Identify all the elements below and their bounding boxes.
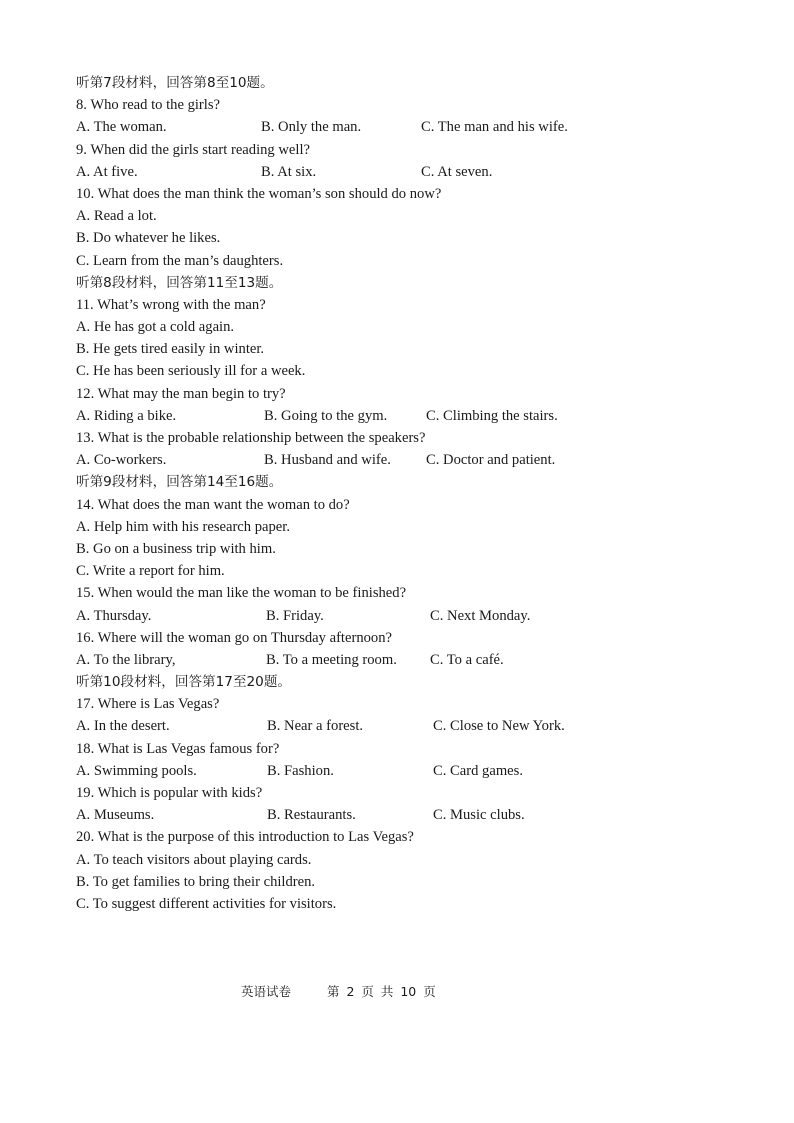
option-18b: B. Fashion. <box>267 762 334 779</box>
option-19a: A. Museums. <box>76 807 155 824</box>
option-13a: A. Co-workers. <box>76 452 167 469</box>
options-16 <box>76 649 776 671</box>
exam-page-content <box>76 72 776 915</box>
option-19b: B. Restaurants. <box>267 807 356 824</box>
option-11c: C. He has been seriously ill for a week. <box>76 363 306 380</box>
option-14c: C. Write a report for him. <box>76 563 225 580</box>
options-12 <box>76 405 776 427</box>
option-13b: B. Husband and wife. <box>264 452 391 469</box>
option-16a: A. To the library, <box>76 651 176 668</box>
footer-page-number: 第 2 页 共 10 页 <box>327 984 436 999</box>
question-8: 8. Who read to the girls? <box>76 97 221 114</box>
question-14: 14. What does the man want the woman to do? <box>76 496 350 513</box>
option-17c: C. Close to New York. <box>433 718 565 735</box>
options-18 <box>76 760 776 782</box>
option-17b: B. Near a forest. <box>267 718 364 735</box>
question-9: 9. When did the girls start reading well? <box>76 141 310 158</box>
question-16: 16. Where will the woman go on Thursday afternoon? <box>76 629 392 646</box>
question-13: 13. What is the probable relationship between the speakers? <box>76 430 426 446</box>
option-12c: C. Climbing the stairs. <box>426 407 558 424</box>
option-18c: C. Card games. <box>433 762 523 779</box>
option-17a: A. In the desert. <box>76 718 170 735</box>
options-17 <box>76 715 776 737</box>
section-heading-8: 听第8段材料，回答第11至13题。 <box>76 274 283 291</box>
option-15b: B. Friday. <box>266 607 324 624</box>
option-8a: A. The woman. <box>76 119 167 136</box>
section-heading-9: 听第9段材料，回答第14至16题。 <box>76 474 283 491</box>
option-11a: A. He has got a cold again. <box>76 319 235 336</box>
section-heading-10: 听第10段材料，回答第17至20题。 <box>76 674 292 691</box>
option-9a: A. At five. <box>76 163 138 180</box>
options-8 <box>76 116 776 138</box>
option-8b: B. Only the man. <box>261 119 362 136</box>
footer-subject: 英语试卷 <box>241 984 292 999</box>
option-8c: C. The man and his wife. <box>421 119 568 136</box>
question-11: 11. What’s wrong with the man? <box>76 296 266 313</box>
option-15a: A. Thursday. <box>76 607 152 624</box>
options-9 <box>76 161 776 183</box>
question-10: 10. What does the man think the woman’s son should do now? <box>76 185 442 202</box>
options-15 <box>76 605 776 627</box>
option-10a: A. Read a lot. <box>76 208 157 225</box>
options-19 <box>76 804 776 826</box>
option-14a: A. Help him with his research paper. <box>76 518 290 535</box>
question-15: 15. When would the man like the woman to be finished? <box>76 585 407 602</box>
section-heading-7: 听第7段材料，回答第8至10题。 <box>76 75 274 91</box>
option-9c: C. At seven. <box>421 163 493 180</box>
option-18a: A. Swimming pools. <box>76 762 197 779</box>
question-20: 20. What is the purpose of this introduction to Las Vegas? <box>76 829 414 846</box>
option-13c: C. Doctor and patient. <box>426 452 556 469</box>
option-15c: C. Next Monday. <box>430 607 531 624</box>
option-20b: B. To get families to bring their children. <box>76 873 316 890</box>
option-20a: A. To teach visitors about playing cards. <box>76 851 312 868</box>
question-18: 18. What is Las Vegas famous for? <box>76 740 280 757</box>
option-16c: C. To a café. <box>430 651 504 668</box>
question-17: 17. Where is Las Vegas? <box>76 696 220 713</box>
option-12a: A. Riding a bike. <box>76 407 177 424</box>
option-16b: B. To a meeting room. <box>266 651 397 668</box>
option-14b: B. Go on a business trip with him. <box>76 540 276 557</box>
option-10b: B. Do whatever he likes. <box>76 230 221 247</box>
question-12: 12. What may the man begin to try? <box>76 385 286 402</box>
options-13 <box>76 449 776 471</box>
option-11b: B. He gets tired easily in winter. <box>76 341 265 358</box>
question-19: 19. Which is popular with kids? <box>76 785 263 801</box>
option-12b: B. Going to the gym. <box>264 407 388 424</box>
option-20c: C. To suggest different activities for visitors. <box>76 895 337 912</box>
option-19c: C. Music clubs. <box>433 807 525 824</box>
option-10c: C. Learn from the man’s daughters. <box>76 252 284 269</box>
option-9b: B. At six. <box>261 163 317 180</box>
